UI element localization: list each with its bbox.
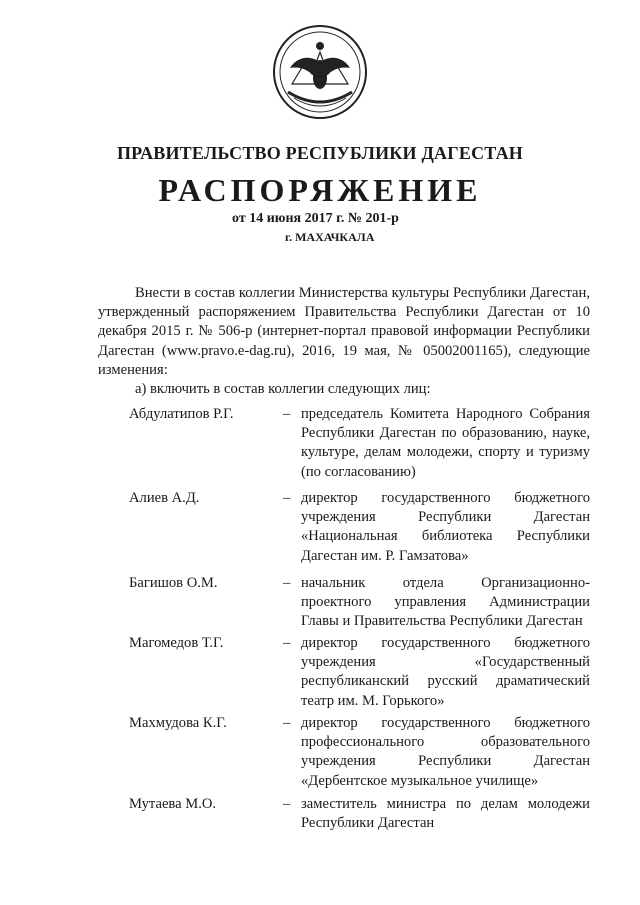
list-intro-paragraph: а) включить в состав коллегии следующих лиц:: [135, 381, 431, 397]
member-name: Магомедов Т.Г.: [129, 635, 224, 651]
coat-of-arms-emblem: [270, 22, 370, 122]
member-dash: –: [283, 406, 291, 422]
member-description: заместитель министра по делам молодежи Республики Дагестан: [301, 796, 590, 832]
government-title: ПРАВИТЕЛЬСТВО РЕСПУБЛИКИ ДАГЕСТАН: [116, 143, 524, 163]
member-dash: –: [283, 490, 291, 506]
member-name: Алиев А.Д.: [129, 490, 200, 506]
member-dash: –: [283, 575, 291, 591]
member-description: директор государственного бюджетного учреждения «Государственный республиканский русский драматический театр им. М. Горького»: [301, 635, 590, 709]
member-description: начальник отдела Организационно-проектного управления Администрации Главы и Правительства Республики Дагестан: [301, 575, 590, 630]
document-date-number: от 14 июня 2017 г. № 201-р: [232, 211, 399, 226]
member-name: Абдулатипов Р.Г.: [129, 406, 234, 422]
document-city: г. МАХАЧКАЛА: [285, 230, 375, 244]
member-description: директор государственного бюджетного профессионального образовательного учреждения Республики Дагестан «Дербентское музыкальное училище»: [301, 715, 590, 789]
member-name: Мутаева М.О.: [129, 796, 217, 812]
member-description: директор государственного бюджетного учреждения Республики Дагестан «Национальная библиотека Республики Дагестан им. Р. Гамзатова»: [301, 490, 590, 564]
member-description: председатель Комитета Народного Собрания Республики Дагестан по образованию, науке, культуре, делам молодежи, спорту и туризму (по согласованию): [301, 406, 590, 480]
intro-paragraph-text: Внести в состав коллегии Министерства культуры Республики Дагестан, утвержденный распоряжением Правительства Республики Дагестан от 10 декабря 2015 г. № 506-р (интернет-портал правовой информации Республики Дагестан (www.pravo.e-dag.ru), 2016, 19 мая, № 05002001165), следующие изменения:: [98, 285, 590, 378]
member-dash: –: [283, 715, 291, 731]
member-dash: –: [283, 635, 291, 651]
document-type-title: РАСПОРЯЖЕНИЕ: [158, 172, 482, 208]
member-name: Махмудова К.Г.: [129, 715, 227, 731]
member-name: Багишов О.М.: [129, 575, 218, 591]
member-dash: –: [283, 796, 291, 812]
intro-paragraph: [98, 284, 590, 380]
